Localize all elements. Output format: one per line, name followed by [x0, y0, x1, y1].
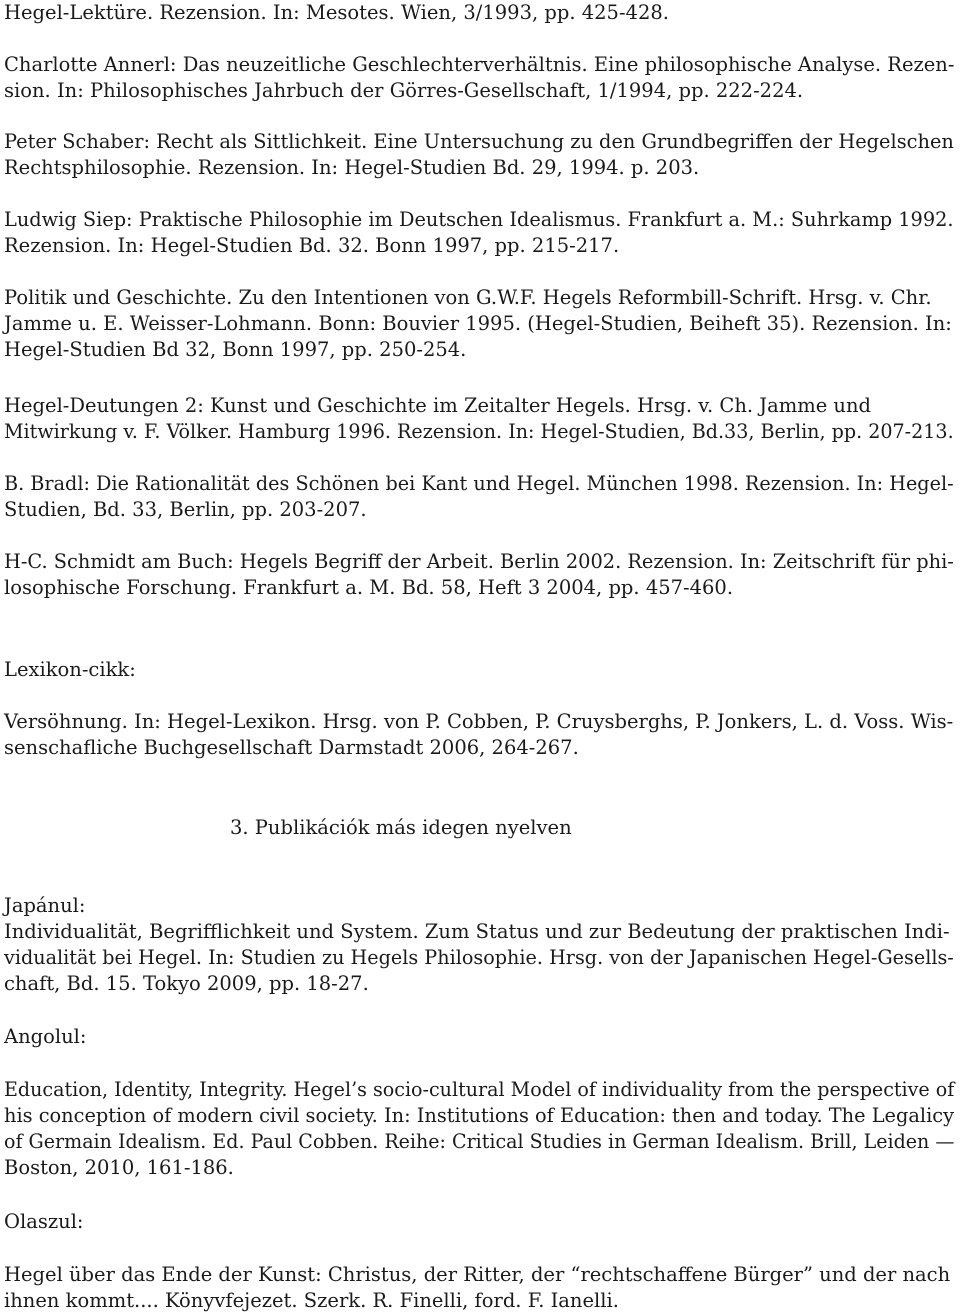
text-line: Hegel-Deutungen 2: Kunst und Geschichte im Zeitalter Hegels. Hrsg. v. Ch. Jamme und — [4, 394, 872, 417]
text-line: Versöhnung. In: Hegel-Lexikon. Hrsg. von P. Cobben, P. Cruysberghs, P. Jonkers, L. d. Voss. Wis- — [4, 710, 954, 733]
text-line: Politik und Geschichte. Zu den Intentionen von G.W.F. Hegels Reformbill-Schrift. Hrsg. v. Chr. — [4, 286, 932, 309]
text-line: losophische Forschung. Frankfurt a. M. Bd. 58, Heft 3 2004, pp. 457-460. — [4, 576, 734, 599]
text-line: Ludwig Siep: Praktische Philosophie im Deutschen Idealismus. Frankfurt a. M.: Suhrkamp 1992. — [4, 208, 954, 231]
text-line: Hegel über das Ende der Kunst: Christus, der Ritter, der “rechtschaffene Bürger” und der nach — [4, 1263, 951, 1286]
text-line: his conception of modern civil society. In: Institutions of Education: then and today. The Legalicy — [4, 1104, 955, 1127]
entry-annerl — [4, 52, 954, 104]
text-line: Boston, 2010, 161-186. — [4, 1156, 234, 1179]
entry-schmidt — [4, 549, 954, 601]
text-line: Individualität, Begrifflichkeit und System. Zum Status und zur Bedeutung der praktischen Indi- — [4, 920, 950, 943]
entry-politik-geschichte — [4, 285, 954, 363]
entry-italian — [4, 1262, 954, 1314]
entry-bradl — [4, 471, 954, 523]
text-line: Rezension. In: Hegel-Studien Bd. 32. Bonn 1997, pp. 215-217. — [4, 234, 620, 257]
text-line: Hegel-Lektüre. Rezension. In: Mesotes. Wien, 3/1993, pp. 425-428. — [4, 1, 669, 24]
text-line: Rechtsphilosophie. Rezension. In: Hegel-Studien Bd. 29, 1994. p. 203. — [4, 156, 700, 179]
entry-hegel-lektuere — [4, 0, 954, 26]
italian-heading: Olaszul: — [4, 1210, 84, 1233]
text-line: Mitwirkung v. F. Völker. Hamburg 1996. Rezension. In: Hegel-Studien, Bd.33, Berlin, pp. 207-213. — [4, 420, 954, 443]
text-line: Peter Schaber: Recht als Sittlichkeit. Eine Untersuchung zu den Grundbegriffen der Hegelschen — [4, 130, 954, 153]
english-heading: Angolul: — [4, 1025, 87, 1048]
japanese-heading: Japánul: — [4, 894, 86, 917]
entry-hegel-deutungen — [4, 393, 954, 445]
text-line: Education, Identity, Integrity. Hegel’s socio-cultural Model of individuality from the perspective of — [4, 1078, 955, 1101]
entry-japanese — [4, 919, 954, 997]
entry-schaber — [4, 129, 954, 181]
entry-english — [4, 1077, 954, 1181]
text-line: of Germain Idealism. Ed. Paul Cobben. Reihe: Critical Studies in German Idealism. Brill, Leiden — — [4, 1130, 955, 1153]
text-line: B. Bradl: Die Rationalität des Schönen bei Kant und Hegel. München 1998. Rezension. In: Hegel- — [4, 472, 954, 495]
text-line: Charlotte Annerl: Das neuzeitliche Geschlechterverhältnis. Eine philosophische Analyse. Rezen- — [4, 53, 955, 76]
text-line: sion. In: Philosophisches Jahrbuch der Görres-Gesellschaft, 1/1994, pp. 222-224. — [4, 79, 804, 102]
text-line: chaft, Bd. 15. Tokyo 2009, pp. 18-27. — [4, 972, 369, 995]
text-line: Jamme u. E. Weisser-Lohmann. Bonn: Bouvier 1995. (Hegel-Studien, Beiheft 35). Rezension. In: — [4, 312, 952, 335]
lexikon-heading: Lexikon-cikk: — [4, 658, 136, 681]
text-line: vidualität bei Hegel. In: Studien zu Hegels Philosophie. Hrsg. von der Japanischen Hegel-Gesells- — [4, 946, 954, 969]
entry-siep — [4, 207, 954, 259]
text-line: H-C. Schmidt am Buch: Hegels Begriff der Arbeit. Berlin 2002. Rezension. In: Zeitschrift für phi- — [4, 550, 954, 573]
text-line: Hegel-Studien Bd 32, Bonn 1997, pp. 250-254. — [4, 338, 467, 361]
text-line: senschafliche Buchgesellschaft Darmstadt 2006, 264-267. — [4, 736, 579, 759]
entry-versoehnung — [4, 709, 954, 761]
text-line: Studien, Bd. 33, Berlin, pp. 203-207. — [4, 498, 367, 521]
text-line: ihnen kommt.... Könyvfejezet. Szerk. R. Finelli, ford. F. Ianelli. — [4, 1289, 619, 1312]
section-title: 3. Publikációk más idegen nyelven — [230, 816, 572, 839]
